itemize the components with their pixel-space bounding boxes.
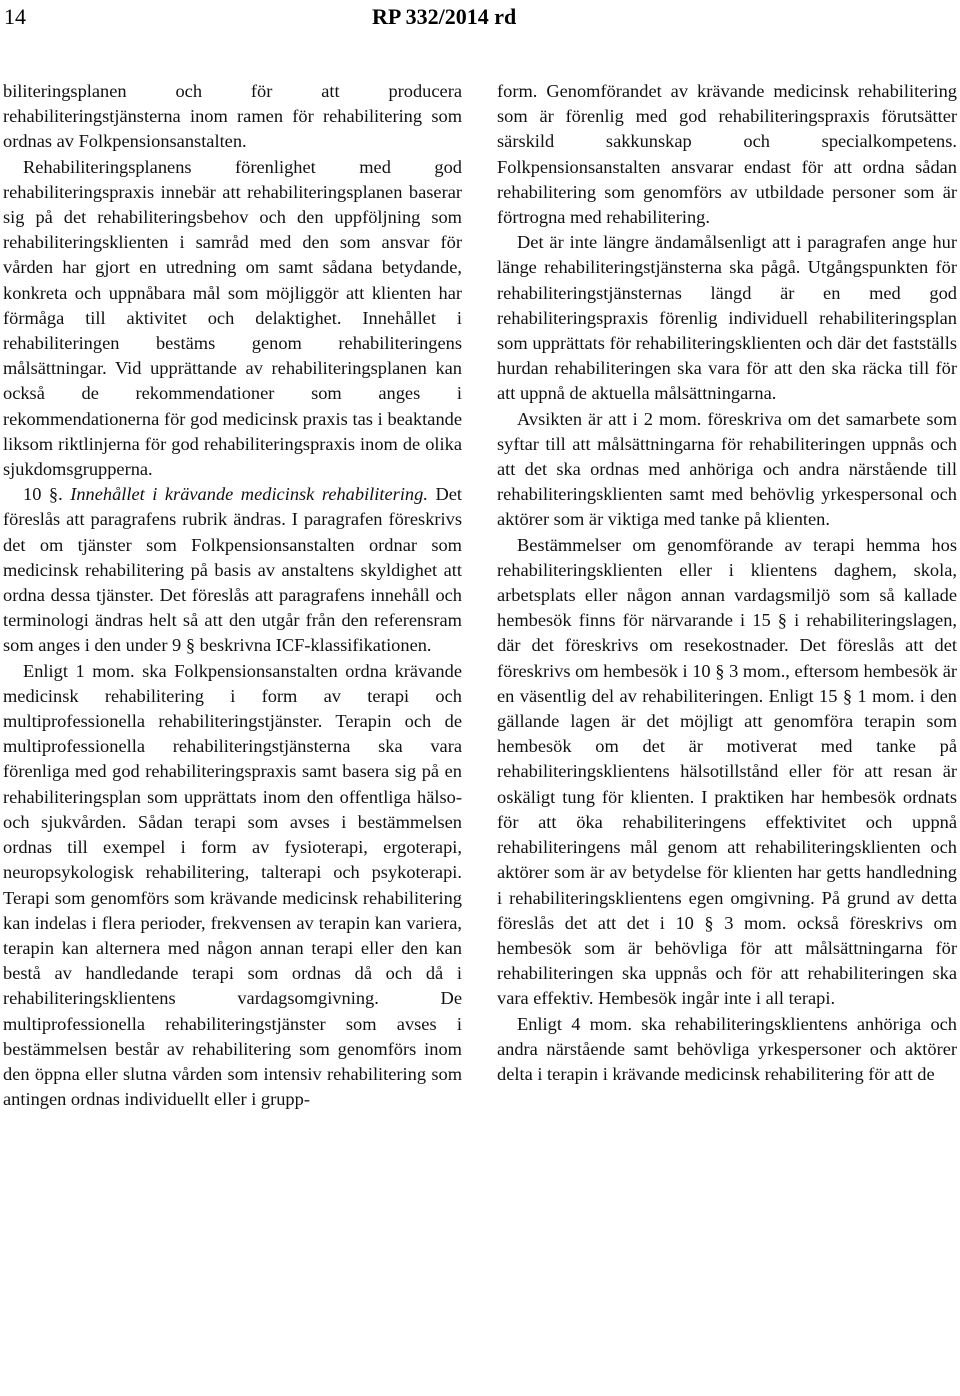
paragraph: form. Genomförandet av krävande medicinsk rehabilitering som är förenlig med god rehabiliteringspraxis förutsätter särskild sakkunskap och specialkompetens. Folkpensionsanstalten ansvarar endast för att ordna sådan rehabilitering som genomförs av utbildade personer som är förtrogna med rehabilitering.: [497, 81, 957, 228]
section-text: Det föreslås att paragrafens rubrik ändras. I paragrafen föreskrivs det om tjänster som Folkpensionsanstalten ordnar som medicinsk rehabilitering på basis av anstaltens skyldighet att ordna dessa tjänster. Det föreslås att paragrafens innehåll och terminologi ändras helt så att den utgår från den referensram som anges i den under 9 § beskrivna ICF-klassifikationen.: [3, 484, 462, 656]
section-number: 10 §.: [23, 484, 63, 505]
section-heading: Innehållet i krävande medicinsk rehabilitering.: [70, 484, 428, 505]
paragraph: biliteringsplanen och för att producera rehabiliteringstjänsterna inom ramen för rehabilitering som ordnas av Folkpensionsanstalten.: [3, 81, 462, 152]
document-id: RP 332/2014 rd: [372, 4, 517, 29]
paragraph: Det är inte längre ändamålsenligt att i paragrafen ange hur länge rehabiliteringstjänsterna ska pågå. Utgångspunkten för rehabiliteringstjänsternas längd är en med god rehabiliteringspraxis förenlig individuell rehabiliteringsplan som upprättats för rehabiliteringsklienten och där det fastställs hurdan rehabiliteringen ska vara för att den ska räcka till för att uppnå de aktuella målsättningarna.: [497, 232, 957, 404]
page-header: [4, 4, 954, 34]
paragraph: Rehabiliteringsplanens förenlighet med god rehabiliteringspraxis innebär att rehabiliteringsplanen baserar sig på det rehabiliteringsbehov och den uppföljning som rehabiliteringsklienten i samråd med den som ansvar för vården har gjort en utredning om samt sådana betydande, konkreta och uppnåbara mål som möjliggör att klienten har förmåga till aktivitet och delaktighet. Innehållet i rehabiliteringen bestäms genom rehabiliteringens målsättningar. Vid upprättande av rehabiliteringsplanen kan också de rekommendationer som anges i rekommendationerna för god medicinsk praxis tas i beaktande liksom riktlinjerna för god rehabiliteringspraxis inom de olika sjukdomsgrupperna.: [3, 156, 462, 480]
paragraph: Enligt 1 mom. ska Folkpensionsanstalten ordna krävande medicinsk rehabilitering i form av terapi och multiprofessionella rehabiliteringstjänster. Terapin och de multiprofessionella rehabiliteringstjänsterna ska vara förenliga med god rehabiliteringspraxis samt basera sig på en rehabiliteringsplan som upprättats inom den offentliga hälso- och sjukvården. Sådan terapi som avses i bestämmelsen ordnas till exempel i form av fysioterapi, ergoterapi, neuropsykologisk rehabilitering, talterapi och psykoterapi. Terapi som genomförs som krävande medicinsk rehabilitering kan indelas i flera perioder, frekvensen av terapin kan variera, terapin kan alternera med någon annan terapi eller den kan bestå av handledande terapi som ordnas då och då i rehabiliteringsklientens vardagsomgivning. De multiprofessionella rehabiliteringstjänster som avses i bestämmelsen består av rehabilitering som genomförs inom den öppna eller slutna vården som intensiv rehabilitering som antingen ordnas individuellt eller i grupp-: [3, 660, 462, 1110]
paragraph: Enligt 4 mom. ska rehabiliteringsklientens anhöriga och andra närstående samt behövliga yrkespersoner och aktörer delta i terapin i krävande medicinsk rehabilitering för att de: [497, 1013, 957, 1084]
left-column: [3, 79, 462, 1112]
section-paragraph: [3, 482, 462, 658]
page-number: 14: [4, 4, 26, 29]
paragraph: Avsikten är att i 2 mom. föreskriva om det samarbete som syftar till att målsättningarna för rehabiliteringen uppnås och att det ska ordnas med anhöriga och andra närstående till rehabiliteringsklienten samt med behövlig yrkespersonal och aktörer som är viktiga med tanke på klienten.: [497, 408, 957, 530]
right-column: [497, 79, 957, 1087]
paragraph: Bestämmelser om genomförande av terapi hemma hos rehabiliteringsklienten eller i klientens daghem, skola, arbetsplats eller någon annan vardagsmiljö som så kallade hembesök finns för närvarande i 15 § i rehabiliteringslagen, där det föreskrivs om resekostnader. Det föreslås att det föreskrivs om hembesök i 10 § 3 mom., eftersom hembesök är en väsentlig del av rehabiliteringen. Enligt 15 § 1 mom. i den gällande lagen är det möjligt att genomföra terapin som hembesök om det är motiverat med tanke på rehabiliteringsklientens hälsotillstånd eller för att resan är oskäligt tung för klienten. I praktiken har hembesök ordnats för att öka rehabiliteringens effektivitet och uppnå rehabiliteringens mål genom att rehabiliteringsklienten och aktörer som är av betydelse för klienten har getts handledning i rehabiliteringsklientens egen omgivning. På grund av detta föreslås det att det i 10 § 3 mom. också föreskrivs om hembesök som är behövliga för att målsättningarna för rehabiliteringen ska uppnås och för att rehabiliteringen ska vara effektiv. Hembesök ingår inte i all terapi.: [497, 534, 957, 1009]
